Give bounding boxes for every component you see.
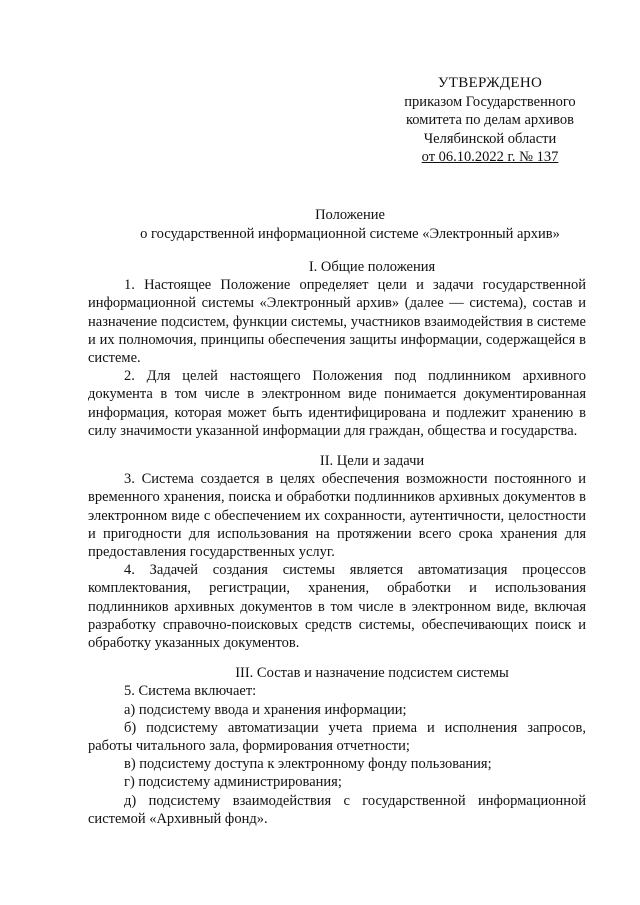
- title-line-1: Положение: [315, 207, 385, 223]
- section-heading-3: III. Состав и назначение подсистем системы: [235, 665, 509, 682]
- approved-heading: УТВЕРЖДЕНО: [437, 75, 543, 91]
- section-heading-1: I. Общие положения: [308, 259, 436, 275]
- document-body: [88, 258, 586, 828]
- list-item-c: в) подсистему доступа к электронному фонду пользования;: [124, 756, 492, 773]
- section-heading-2: II. Цели и задачи: [319, 453, 425, 470]
- approval-line-1: приказом Государственного: [404, 93, 576, 110]
- list-item-a: а) подсистему ввода и хранения информации;: [124, 701, 407, 718]
- document-title: [60, 206, 640, 244]
- paragraph-3: 3. Система создается в целях обеспечения возможности постоянного и временного хранения, поиска и обработки подлинников архивных документов в электронном виде с обеспечением их сохранности, аутентичности, целостности и пригодности для использования на протяжении всего срока хранения для предоставления государственных услуг.: [88, 471, 586, 561]
- paragraph-1: 1. Настоящее Положение определяет цели и задачи государственной информационной системы «Электронный архив» (далее — система), состав и назначение подсистем, функции системы, участников взаимодействия в системе и их полномочия, принципы обеспечения защиты информации, содержащейся в системе.: [88, 277, 586, 367]
- title-line-2: о государственной информационной системе «Электронный архив»: [140, 226, 560, 242]
- approval-order-number: от 06.10.2022 г. № 137: [421, 149, 559, 165]
- list-item-d: г) подсистему администрирования;: [124, 774, 342, 791]
- paragraph-4: 4. Задачей создания системы является автоматизация процессов комплектования, регистрации, хранения, обработки и использования подлинников архивных документов в том числе в электронном виде, включая разработку справочно-поисковых средств системы, обеспечивающих поиск и обработку указанных документов.: [88, 562, 586, 652]
- approval-stamp-block: [380, 74, 600, 167]
- paragraph-5: 5. Система включает:: [124, 683, 257, 700]
- list-item-b: б) подсистему автоматизации учета приема и исполнения запросов, работы читального зала, формирования отчетности;: [88, 719, 586, 755]
- list-item-e: д) подсистему взаимодействия с государственной информационной системой «Архивный фонд».: [88, 792, 586, 827]
- paragraph-2: 2. Для целей настоящего Положения под подлинником архивного документа в том числе в электронном виде понимается документированная информация, которая может быть идентифицирована и подлежит хранению в силу значимости указанной информации для граждан, общества и государства.: [88, 368, 586, 439]
- approval-line-3: Челябинской области: [423, 130, 557, 147]
- approval-line-2: комитета по делам архивов: [405, 112, 575, 128]
